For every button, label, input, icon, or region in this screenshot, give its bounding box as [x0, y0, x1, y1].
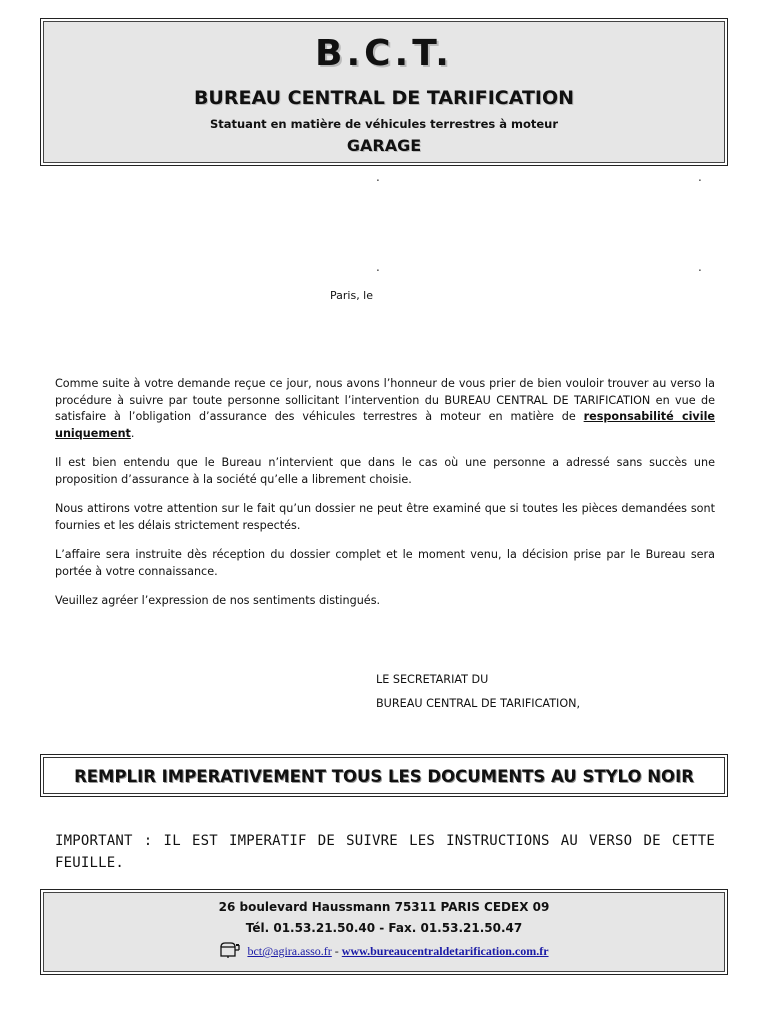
paragraph-1-emphasis: responsabilité civile uniquement — [55, 410, 715, 440]
footer-separator: - — [331, 944, 342, 958]
address-dot-2: . — [698, 170, 702, 184]
paragraph-4: L’affaire sera instruite dès réception du dossier complet et le moment venu, la décision prise par le Bureau sera portée à votre connaissance. — [55, 548, 715, 578]
signature-line-1: LE SECRETARIAT DU — [376, 673, 489, 686]
signature-block — [376, 668, 580, 716]
footer-box — [40, 889, 728, 975]
address-dot-4: . — [698, 260, 702, 274]
paragraph-3: Nous attirons votre attention sur le fait qu’un dossier ne peut être examiné que si toutes les pièces demandées sont fournies et les délais strictement respectés. — [55, 502, 715, 532]
paragraph-2: Il est bien entendu que le Bureau n’intervient que dans le cas où une personne a adressé sans succès une proposition d’assurance à la société qu’elle a librement choisie. — [55, 456, 715, 486]
letter-body — [55, 376, 715, 623]
header-title: B.C.T. — [315, 33, 453, 74]
footer-address: 26 boulevard Haussmann 75311 PARIS CEDEX 09 — [218, 900, 550, 914]
header-subtitle: BUREAU CENTRAL DE TARIFICATION — [193, 87, 575, 109]
paragraph-1-text: Comme suite à votre demande reçue ce jour, nous avons l’honneur de vous prier de bien vouloir trouver au verso la procédure à suivre par toute personne sollicitant l’intervention du BUREAU CENTRAL DE TARIFICATION en vue de satisfaire à l’obligation d’assurance des véhicules terrestres à moteur en matière de — [55, 377, 715, 423]
address-dot-3: . — [376, 260, 380, 274]
footer-phone: Tél. 01.53.21.50.40 - Fax. 01.53.21.50.47 — [245, 921, 523, 935]
email-link[interactable]: bct@agira.asso.fr — [247, 944, 332, 958]
website-link[interactable]: www.bureaucentraldetarification.com.fr — [341, 944, 549, 958]
paragraph-1-end: . — [130, 426, 135, 440]
header-statuant: Statuant en matière de véhicules terrestres à moteur — [209, 117, 559, 131]
paragraph-1 — [55, 376, 715, 442]
paragraph-5: Veuillez agréer l’expression de nos sentiments distingués. — [55, 594, 381, 607]
header-garage: GARAGE — [346, 136, 422, 155]
footer-links — [41, 942, 727, 962]
signature-line-2: BUREAU CENTRAL DE TARIFICATION, — [376, 697, 581, 710]
instruction-banner — [40, 754, 728, 797]
header-box — [40, 18, 728, 166]
important-notice: IMPORTANT : IL EST IMPERATIF DE SUIVRE LES INSTRUCTIONS AU VERSO DE CETTE FEUILLE. — [55, 833, 715, 871]
instruction-banner-text: REMPLIR IMPERATIVEMENT TOUS LES DOCUMENTS AU STYLO NOIR — [74, 767, 694, 786]
address-dot-1: . — [376, 170, 380, 184]
mailbox-icon — [219, 942, 241, 962]
city-date: Paris, le — [330, 289, 374, 302]
